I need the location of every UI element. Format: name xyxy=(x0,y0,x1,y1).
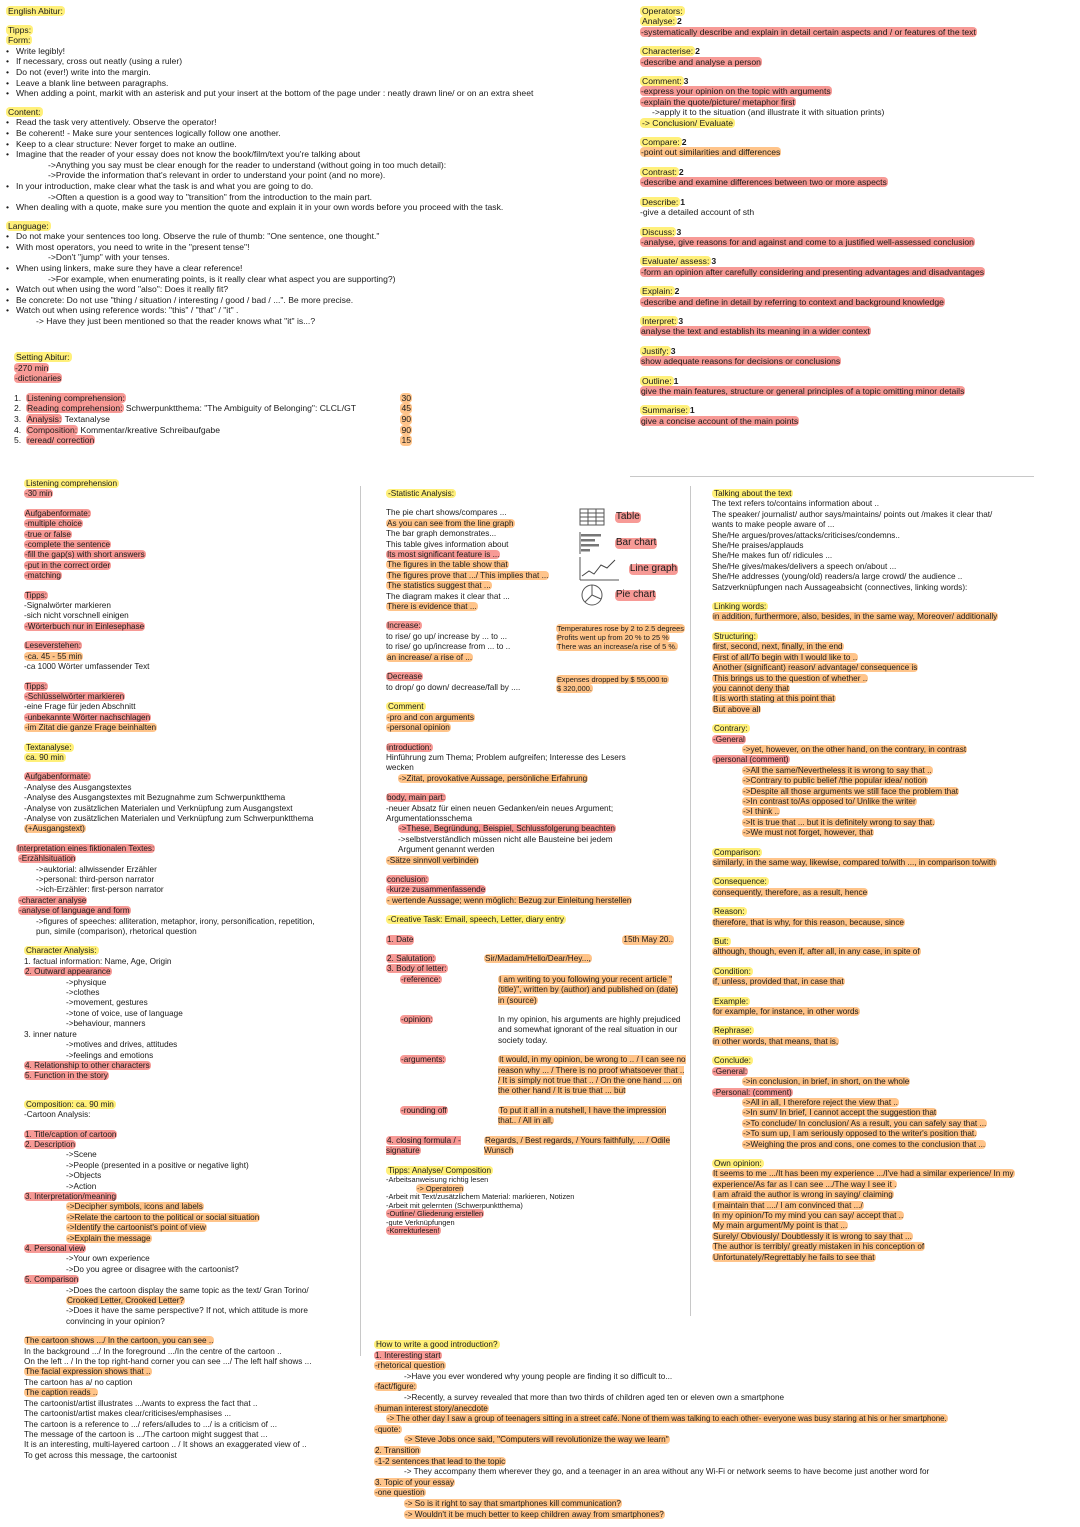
form-heading: Form: xyxy=(8,35,31,46)
column-3: Talking about the text The text refers to/contains information about .. The speaker/ journalist/ author says/maintains/ points out /makes it clear that/ wants to make people aware of ... She/He argues/proves/attacks/criticises/condemns.. She/He praises/applauds She/He makes fun of/ ridicules ... She/He gives/makes/delivers a speech on/about ... She/He addresses (young/old) readers/a large crowd/ the audience .. Satzverknüpfungen nach Aussageabsicht (connectives, linking words): Linking words: in addition, furthermore, also, besides, in the same way, Moreover/ additionally Structuring: first, second, next, finally, in the end First of all/To begin with I would like to .. Another (significant) reason/ advantage/ consequence is This brings us to the question of whether .. you cannot deny that It is worth stating at this point that But above all Contrary: -General ->yet, however, on the other hand, on the contrary, in contrast -personal (comment) ->All the same/Nevertheless it is wrong to say that .. ->Contrary to public belief /the popular idea/ notion ->Despite all those arguments we still face the problem that ->In contrast to/As opposed to/ Unlike the writer ->I think .. ->It is true that ... but it is definitely wrong to say that. ->We must not forget, however, that Comparison: similarly, in the same way, likewise, compared to/with ..., in comparison to/with Consequence: consequently, therefore, as a result, hence Reason: therefore, that is why, for this reason, because, since But: although, though, even if, after all, in any case, in spite of Condition: if, unless, provided that, in case that Example: for example, for instance, in other words Rephrase: in other words, that means, that is, Conclude: -General: ->in conclusion, in brief, in short, on the whole -Personal: (comment) ->All in all, I therefore reject the view that .. ->In sum/ In brief, I cannot accept the suggestion that ->To conclude/ In conclusion/ As a result, you can safely say that ... ->To sum up, I am seriously opposed to the writer's position that. ->Weighing the pros and cons, one comes to the conclusion that ... Own opinion: It seems to me .../It has been my experience .../I've had a similar experience/ In my experience/As far as I can see .../The way I see it . I am afraid the author is wrong in saying/ claiming I maintain that ..../ I am convinced that .../ In my opinion/To my mind you can say/ accept that .. My main argument/My point is that ... Surely/ Obviously/ Doubtlessly it is wrong to say that ... The author is terribly/ greatly mistaken in his conception of Unfortunately/Regrettably he fails to see that xyxy=(712,489,1014,1262)
column-1: Listening comprehension -30 min Aufgabenformate: -multiple choice -true or false -complete the sentence -fill the gap(s) with short answers -put in the correct order -matching Tipps: -Signalwörter markieren -sich nicht vorschnell einigen -Wörterbuch nur in Einlesephase Leseverstehen: -ca. 45 - 55 min -ca 1000 Wörter umfassender Text Tipps: -Schlüsselwörter markieren -eine Frage für jeden Abschnitt -unbekannte Wörter nachschlagen -im Zitat die ganze Frage beinhalten Textanalyse: ca. 90 min Aufgabenformate: -Analyse des Ausgangstextes -Analyse des Ausgangstextes mit Bezugnahme zum Schwerpunktthema -Analyse von zusätzlichen Materialen und Verknüpfung zum Ausgangstext -Analyse von zusätzlichen Materialen und Verknüpfung zum Schwerpunktthema (+Ausgangstext) Interpretation eines fiktionalen Textes: -Erzählsituation ->auktorial: allwissender Erzähler ->personal: third-person narrator ->ich-Erzähler: first-person narrator -character analyse -analyse of language and form ->figures of speeches: alliteration, metaphor, irony, personification, repetition, pun, simile (comparison), rhetorical question Character Analysis: 1. factual information: Name, Age, Origin 2. Outward appearance ->physique ->clothes ->movement, gestures ->tone of voice, use of language ->behaviour, manners 3. inner nature ->motives and drives, attitudes ->feelings and emotions 4. Relationship to other characters 5. Function in the story Composition: ca. 90 min -Cartoon Analysis: 1. Title/caption of cartoon 2. Description ->Scene ->People (presented in a positive or negative light) ->Objects ->Action 3. Interpretation/meaning ->Decipher symbols, icons and labels ->Relate the cartoon to the political or social situation ->Identify the cartoonist's point of view ->Explain the message 4. Personal view ->Your own experience ->Do you agree or disagree with the cartoonist? 5. Comparison ->Does the cartoon display the same topic as the text/ Gran Torino/ Crooked Letter, Crooked Letter? ->Does it have the same perspective? If not, which attitude is more convincing in your opinion? The cartoon shows .../ In the cartoon, you can see .. In the background .../ In the foreground .../In the centre of the cartoon .. On the left .. / In the top right-hand corner you can see .../ The left half shows ... The facial expression shows that .. The cartoon has a/ no caption The caption reads .. The cartoonist/artist illustrates .../wants to express the fact that .. The cartoonist/artist makes clear/criticises/emphasises ... The cartoon is a reference to .../ refers/alludes to .../ is a criticism of ... The message of the cartoon is .../The cartoon might suggest that ... It is an interesting, multi-layered cartoon .. / It shows an exaggerated view of .. To get across this message, the cartoonist xyxy=(17,479,315,1460)
list-item: • When adding a point, markit with an asterisk and put your insert at the bottom of the page under : neatly drawn line/ or on an extra sheet xyxy=(6,88,616,99)
operators-heading: Operators: xyxy=(642,6,683,16)
setting-dictionaries: -dictionaries xyxy=(15,373,62,384)
list-item: • Imagine that the reader of your essay does not know the book/film/text you're talking about xyxy=(6,149,616,160)
list-item: • Do not (ever!) write into the margin. xyxy=(6,67,616,78)
setting-time: -270 min xyxy=(15,362,49,373)
list-item: • Do not make your sentences too long. Observe the rule of thumb: "One sentence, one thought." xyxy=(6,231,616,242)
list-item: • When using linkers, make sure they have a clear reference! xyxy=(6,263,616,274)
list-item: • If necessary, cross out neatly (using a ruler) xyxy=(6,56,616,67)
list-item: • Leave a blank line between paragraphs. xyxy=(6,78,616,89)
list-item: • Write legibly! xyxy=(6,46,616,57)
content-heading: Content: xyxy=(8,106,41,117)
operators-section: Operators: Analyse: 2 -systematically describe and explain in detail certain aspects and / or features of the text Characterise: 2 -describe and analyse a person Comment: 3 -express your opinion on the topic with arguments -explain the quote/picture/ metaphor first ->apply it to the situation (and illustrate it with situation prints) -> Conclusion/ Evaluate Compare: 2 -point out similarities and differences Contrast: 2 -describe and examine differences between two or more aspects Describe: 1 -give a detailed account of sth Discuss: 3 -analyse, give reasons for and against and come to a justified well-assessed conclusion Evaluate/ assess: 3 -form an opinion after carefully considering and presenting advantages and disadvantages Explain: 2 -describe and define in detail by referring to context and background knowledge Interpret: 3 analyse the text and establish its meaning in a wider context Justify: 3 show adequate reasons for decisions or conclusions Outline: 1 give the main features, structure or general principles of a topic omitting minor details Summarise: 1 give a concise account of the main points xyxy=(640,6,985,426)
talking-heading: Talking about the text xyxy=(714,489,792,498)
section-divider xyxy=(630,476,1034,477)
list-item: • Read the task very attentively. Observe the operator! xyxy=(6,117,616,128)
listening-heading: Listening comprehension xyxy=(26,479,118,488)
list-item: ->Provide the information that's relevant in order to understand your point (and no more). xyxy=(48,170,386,181)
column-divider-1 xyxy=(360,486,361,1356)
list-item: • Watch out when using reference words: "this" / "that" / "it" . xyxy=(6,305,616,316)
setting-row: 2. Reading comprehension: Schwerpunktthema: "The Ambiguity of Belonging": CLCL/GT 45 xyxy=(14,403,411,414)
setting-heading: Setting Abitur: xyxy=(16,352,70,362)
legend-table: Table xyxy=(579,504,686,530)
setting-row: 4. Composition: Kommentar/kreative Schreibaufgabe 90 xyxy=(14,424,411,435)
list-item: • When dealing with a quote, make sure you mention the quote and explain it in your own words before you proceed with the task. xyxy=(6,202,616,213)
setting-row: 5. reread/ correction 15 xyxy=(14,435,411,446)
letter-row: -arguments: It would, in my opinion, be wrong to .. / I can see no reason why ... / There is no proof whatsoever that .. / It is simply not true that .. / On the one hand ... on the other hand / It is true that ... but xyxy=(401,1055,686,1096)
page-title: English Abitur: xyxy=(8,6,63,16)
table-icon xyxy=(579,508,605,526)
letter-row: 4. closing formula / -signature Regards, / Best regards, / Yours faithfully, ... / Odile Wunsch xyxy=(386,1135,671,1156)
list-item: ->Anything you say must be clear enough for the reader to understand (without going in too much detail): xyxy=(48,159,447,170)
setting-row: 3. Analysis: Textanalyse 90 xyxy=(14,413,411,424)
list-item: ->Often a question is a good way to "transition" from the introduction to the main part. xyxy=(48,191,373,202)
letter-row: -opinion: In my opinion, his arguments are highly prejudiced and somewhat ignorant of the real situation in our society today. xyxy=(401,1015,681,1045)
letter-row: -reference: I am writing to you following your recent article "(title)", written by (author) and published on (date) in (source) xyxy=(401,974,678,1005)
list-item: • Keep to a clear structure: Never forget to make an outline. xyxy=(6,139,616,150)
language-list xyxy=(6,231,616,326)
column-2: -Statistic Analysis: The pie chart shows/compares ... As you can see from the line graph The bar graph demonstrates... This table gives information about Its most significant feature is ... The figures in the table show that The figures prove that .../ This implies that ... The statistics suggest that ... The diagram makes it clear that ... There is evidence that ... Table Bar chart Line graph Pie chart Increase: to rise/ go up/ increase by ... to ... to rise/ go up/increase from ... to .. an increase/ a rise of ... Temperatures rose by 2 to 2.5 degrees Profits went up from 20 % to 25 % There was an increase/a rise of 5 %. Decrease to drop/ go down/ decrease/fall by .... Expenses dropped by $ 55,000 to $ 320,000. Comment -pro and con arguments -personal opinion introduction: Hinführung zum Thema; Problem aufgreifen; Interesse des Lesers wecken ->Zitat, provokative Aussage, persönliche Erfahrung body, main part: -neuer Absatz für einen neuen Gedanken/ein neues Argument; Argumentationsschema ->These, Begründung, Beispiel, Schlussfolgerung beachten ->selbstverständlich müssen nicht alle Bausteine bei jedem Argument genannt werden -Sätze sinnvoll verbinden conclusion: -kurze zusammenfassende - wertende Aussage; wenn möglich: Bezug zur Einleitung herstellen -Creative Task: Email, speech, Letter, diary entry 1. Date 15th May 20.. 2. Salutation: Sir/Madam/Hello/Dear/Hey..., 3. Body of letter: -reference: I am writing to you following your recent article "(title)", written by (author) and published on (date) in (source) -opinion: In my opinion, his arguments are highly prejudiced and somewhat ignorant of the real situation in our society today. -arguments: It would, in my opinion, be wrong to .. / I can see no reason why ... / There is no proof whatsoever that .. / It is simply not true that .. / On the one hand ... on the other hand / It is true that ... but -rounding off To put it all in a nutshell, I have the impression that.. / All in all, 4. closing formula / -signature Regards, / Best regards, / Yours faithfully, ... / Odile Wunsch Tipps: Analyse/ Composition -Arbeitsanweisung richtig lesen -> Operatoren -Arbeit mit Text/zusätzlichem Material: markieren, Notizen -Arbeit mit gelernten (Schwerpunktthema) -Outline/ Gliederung erstellen -gute Verknüpfungen -Korrekturlesen! xyxy=(386,489,686,1236)
letter-row: -rounding off To put it all in a nutshell, I have the impression that.. / All in all, xyxy=(401,1105,667,1126)
tips-section xyxy=(6,6,616,327)
column-divider-2 xyxy=(690,486,691,1316)
list-item: • With most operators, you need to write in the "present tense"! xyxy=(6,242,616,253)
bar-chart-icon xyxy=(579,532,605,554)
list-item: • Be coherent! - Make sure your sentences logically follow one another. xyxy=(6,128,616,139)
setting-section xyxy=(14,352,434,446)
list-item: -> Have they just been mentioned so that the reader knows what "it" is...? xyxy=(36,316,316,327)
intro-howto-section: How to write a good introduction? 1. Interesting start -rhetorical question ->Have you ever wondered why young people are finding it so difficult to... -fact/figure: ->Recently, a survey revealed that more than two thirds of children aged ten or eleven own a smartphone -human interest story/anecdote -> The other day I saw a group of teenagers sitting in a street café. None of them was talking to each other- everyone was busy staring at his or her smartphone. -quote: -> Steve Jobs once said, "Computers will revolutionize the way we learn" 2. Transition -1-2 sentences that lead to the topic -> They accompany them wherever they go, and a teenager in an area without any Wi-Fi or network seems to have become just another word for 3. Topic of your essay -one question -> So is it right to say that smartphones kill communication? -> Wouldn't it be much better to keep children away from smartphones? xyxy=(375,1340,947,1519)
pie-chart-icon xyxy=(579,583,605,607)
legend-line-graph: Line graph xyxy=(579,556,686,582)
line-graph-icon xyxy=(579,557,619,581)
list-item: • In your introduction, make clear what the task is and what you are going to do. xyxy=(6,181,616,192)
list-item: • Be concrete: Do not use "thing / situation / interesting / good / bad / ...". Be more precise. xyxy=(6,295,616,306)
list-item: ->For example, when enumerating points, is it really clear what aspect you are supporting?) xyxy=(48,273,396,284)
list-item: ->Don't "jump" with your tenses. xyxy=(48,252,170,263)
legend-bar-chart: Bar chart xyxy=(579,530,686,556)
statistic-heading: -Statistic Analysis: xyxy=(388,489,454,498)
setting-row: 1. Listening comprehension: 30 xyxy=(14,392,411,403)
list-item: • Watch out when using the word "also": Does it really fit? xyxy=(6,284,616,295)
content-list xyxy=(6,117,616,212)
letter-row: 3. Body of letter: xyxy=(387,964,447,974)
language-heading: Language: xyxy=(8,220,49,231)
letter-row: 2. Salutation: Sir/Madam/Hello/Dear/Hey..., xyxy=(387,954,591,963)
legend-pie-chart: Pie chart xyxy=(579,582,686,608)
tips-heading: Tipps: xyxy=(8,24,32,35)
form-list xyxy=(6,46,616,99)
